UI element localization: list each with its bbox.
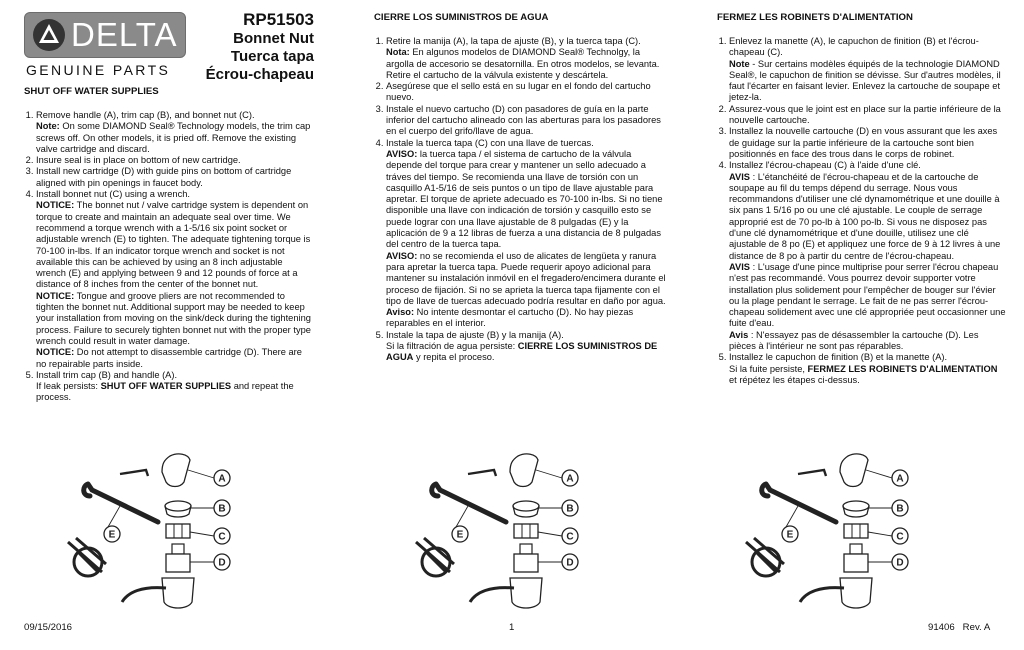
delta-triangle-icon xyxy=(31,17,67,53)
faucet-body-icon xyxy=(840,578,872,608)
notice-text: no se recomienda el uso de alicates de lengüeta y ranura para apretar la tuerca tapa. Puede requerir apoyo adicional para mantener su instalación inmóvil en el fregadero/encimera durante el proceso de fijación. Si no se aprieta la tuerca tapa fijamente con el tipo de llave de tuercas adecuado podría resultar en daño por agua. xyxy=(386,250,666,306)
step-text: Install bonnet nut (C) using a wrench. xyxy=(36,189,190,200)
step-text: Instale la tuerca tapa (C) con una llave de tuercas. xyxy=(386,137,594,148)
part-number: RP51503 xyxy=(243,10,314,29)
notice-label: AVISO: xyxy=(386,250,418,261)
step-1 xyxy=(36,110,314,155)
note-label: Note: xyxy=(36,121,60,132)
callout-label-c: C xyxy=(896,531,904,543)
step-4 xyxy=(36,189,314,370)
step-1 xyxy=(386,36,666,81)
step-3 xyxy=(386,104,666,138)
cartridge-icon xyxy=(166,554,190,572)
leak-text: Si la fuite persiste, xyxy=(729,363,808,374)
leader-line xyxy=(866,470,892,478)
exploded-diagram-fr xyxy=(740,452,940,614)
title-block xyxy=(190,10,314,84)
trim-cap-icon xyxy=(843,501,869,511)
step-text: Instale el nuevo cartucho (D) con pasadores de guía en la parte inferior del cartucho alineado con las aberturas para los pasadores en el cuerpo del grifo/llave de agua. xyxy=(386,103,661,137)
handle-icon xyxy=(510,454,538,487)
notice-text: Do not attempt to disassemble cartridge (D). There are no repairable parts inside. xyxy=(36,347,302,369)
callout-label-b: B xyxy=(896,503,904,515)
handle-icon xyxy=(162,454,190,487)
brand-tagline: GENUINE PARTS xyxy=(26,62,171,78)
step-text: Install new cartridge (D) with guide pins on bottom of cartridge aligned with pin openings in faucet body. xyxy=(36,166,292,188)
note-label: Nota: xyxy=(386,47,410,58)
heading-fr: FERMEZ LES ROBINETS D'ALIMENTATION xyxy=(717,12,913,23)
trim-cap-icon xyxy=(165,501,191,511)
notice-text: : L'usage d'une pince multiprise pour serrer l'écrou chapeau n'est pas recommandé. Vous pourrez devoir supporter votre installation plus solidement pour l'empêcher de bouger sur l'évier ou la plage pendant le serrage. Le fait de ne pas serrer l'écrou-chapeau solidement avec une clé appropriée peut occasionner une fuite d'eau. xyxy=(729,261,1006,329)
step-2 xyxy=(729,104,1007,127)
wrench-icon xyxy=(762,484,836,522)
faucet-body-icon xyxy=(510,578,542,608)
step-4 xyxy=(386,138,666,330)
step-text: Remove handle (A), trim cap (B), and bonnet nut (C). xyxy=(36,110,255,120)
note-text: En algunos modelos de DIAMOND Seal® Technolgy, la argolla de accesorio se desatornilla. En otros modelos, se levanta. Retire el cartucho de la válvula existente y descártela. xyxy=(386,47,660,80)
bonnet-nut-icon xyxy=(514,524,538,538)
note-label: Note xyxy=(729,58,750,69)
callout-label-a: A xyxy=(896,473,904,485)
notice-text: Tongue and groove pliers are not recommended to tighten the bonnet nut. Additional support may be needed to keep your installation from moving on the sink/deck during the tightening process. Failure to securely tighten bonnet nut with the proper type wrench could result in water damage. xyxy=(36,290,311,346)
note-text: On some DIAMOND Seal® Technology models, the trim cap screws off. On other models, it is pried off. Remove the existing valve cartridge and discard. xyxy=(36,121,311,154)
leak-text-end: y repita el proceso. xyxy=(413,352,495,363)
leak-text: If leak persists: xyxy=(36,381,101,392)
doc-number: 91406 Rev. A xyxy=(928,622,991,633)
callout-label-b: B xyxy=(218,503,226,515)
trim-cap-icon xyxy=(513,501,539,511)
callout-label-e: E xyxy=(108,529,116,541)
wrench-icon xyxy=(84,484,158,522)
step-5 xyxy=(386,330,666,364)
page-number: 1 xyxy=(509,622,515,633)
step-text: Assurez-vous que le joint est en place sur la partie inférieure de la nouvelle cartouche. xyxy=(729,103,1001,126)
notice-label: NOTICE: xyxy=(36,290,75,301)
step-text: Installez l'écrou-chapeau (C) à l'aide d'une clé. xyxy=(729,160,921,171)
heading-en: SHUT OFF WATER SUPPLIES xyxy=(24,86,159,97)
leak-bold: FERMEZ LES ROBINETS D'ALIMENTATION xyxy=(807,363,998,374)
leader-line xyxy=(868,532,892,536)
leak-bold: SHUT OFF WATER SUPPLIES xyxy=(100,381,232,392)
faucet-spout xyxy=(470,588,514,602)
cartridge-stem xyxy=(172,544,184,554)
notice-text: No intente desmontar el cartucho (D). No hay piezas reparables en el interior. xyxy=(386,307,634,329)
step-5 xyxy=(729,352,1007,386)
exploded-diagram-en xyxy=(62,452,262,614)
faucet-spout xyxy=(800,588,844,602)
step-2 xyxy=(36,155,314,166)
instructions-es xyxy=(372,36,666,364)
footer-date: 09/15/2016 xyxy=(24,622,73,633)
handle-icon xyxy=(840,454,868,487)
step-5 xyxy=(36,370,314,404)
faucet-body-icon xyxy=(162,578,194,608)
title-fr: Écrou-chapeau xyxy=(205,66,314,83)
delta-logo xyxy=(24,12,186,58)
hex-key-icon xyxy=(468,470,496,476)
notice-label: AVIS xyxy=(729,171,751,182)
notice-text: : N'essayez pas de désassembler la cartouche (D). Les pièces à l'intérieur ne sont pas réparables. xyxy=(729,329,979,352)
notice-label: Aviso: xyxy=(386,307,415,318)
leak-text-end: et répétez les étapes ci-dessus. xyxy=(729,374,860,385)
step-text: Installez le capuchon de finition (B) et la manette (A). xyxy=(729,352,948,363)
callout-label-c: C xyxy=(218,531,226,543)
step-3 xyxy=(36,166,314,189)
instructions-fr xyxy=(715,36,1007,386)
leak-bold: CIERRE LOS SUMINISTROS DE AGUA xyxy=(386,341,658,363)
leak-text: Si la filtración de agua persiste: xyxy=(386,341,518,352)
callout-label-b: B xyxy=(566,503,574,515)
step-3 xyxy=(729,126,1007,160)
step-4 xyxy=(729,160,1007,352)
heading-es: CIERRE LOS SUMINISTROS DE AGUA xyxy=(374,12,549,23)
callout-label-a: A xyxy=(218,473,226,485)
step-text: Asegúrese que el sello está en su lugar en el fondo del cartucho nuevo. xyxy=(386,81,651,103)
callout-label-d: D xyxy=(896,557,904,569)
notice-label: AVISO: xyxy=(386,148,418,159)
note-text: - Sur certains modèles équipés de la technologie DIAMOND Seal®, le capuchon de finition se dévisse. Sur d'autres modèles, il faut l'écarter en faisant levier. Enlevez la cartouche de soupape et jetez-la. xyxy=(729,58,1001,103)
instructions-en xyxy=(22,110,314,404)
step-text: Instale la tapa de ajuste (B) y la manija (A). xyxy=(386,329,564,340)
leak-text-end: and repeat the process. xyxy=(36,381,294,403)
callout-label-e: E xyxy=(456,529,464,541)
step-text: Enlevez la manette (A), le capuchon de finition (B) et l'écrou-chapeau (C). xyxy=(729,36,979,58)
title-es: Tuerca tapa xyxy=(230,48,314,65)
step-text: Retire la manija (A), la tapa de ajuste (B), y la tuerca tapa (C). xyxy=(386,36,641,46)
cartridge-icon xyxy=(514,554,538,572)
leader-line xyxy=(190,532,214,536)
hex-key-icon xyxy=(798,470,826,476)
callout-label-d: D xyxy=(566,557,574,569)
notice-text: The bonnet nut / valve cartridge system is dependent on torque to create and maintain an adequate seal over time. We recommend a torque wrench with a 1-5/16 six point socket or adjustable wrench (E) to tighten. The adequate tightening torque is 70-100 in-lbs. If an indicator torque wrench and socket is not available this can be achieved by using an 8 inch adjustable wrench (E) and applying between 9 and 12 pounds of force at a distance of 8 inches from the center of the bonnet nut. xyxy=(36,200,311,290)
step-text: Insure seal is in place on bottom of new cartridge. xyxy=(36,155,241,166)
wrench-icon xyxy=(432,484,506,522)
notice-label: AVIS xyxy=(729,261,751,272)
step-2 xyxy=(386,81,666,104)
cartridge-stem xyxy=(520,544,532,554)
step-1 xyxy=(729,36,1007,104)
callout-label-d: D xyxy=(218,557,226,569)
callout-label-c: C xyxy=(566,531,574,543)
cartridge-stem xyxy=(850,544,862,554)
step-text: Install trim cap (B) and handle (A). xyxy=(36,369,178,380)
bonnet-nut-icon xyxy=(166,524,190,538)
hex-key-icon xyxy=(120,470,148,476)
step-text: Installez la nouvelle cartouche (D) en vous assurant que les axes de guidage sur la partie inférieure de la cartouche sont bien positionnés en face des trous dans le corps de robinet. xyxy=(729,126,998,159)
leader-line xyxy=(536,470,562,478)
callout-label-e: E xyxy=(786,529,794,541)
notice-label: NOTICE: xyxy=(36,200,75,211)
exploded-diagram-es xyxy=(410,452,610,614)
bonnet-nut-icon xyxy=(844,524,868,538)
title-en: Bonnet Nut xyxy=(233,30,314,47)
faucet-spout xyxy=(122,588,166,602)
callout-label-a: A xyxy=(566,473,574,485)
notice-text: : L'étanchéité de l'écrou-chapeau et de la cartouche de soupape au fil du temps dépend du serrage. Nous vous recommandons d'utiliser une clé dynamométrique et une douille à six pans 1 5/16 po ou une clé ajustable. Le couple de serrage approprié est de 70 po-lb à 100 po-lb. Si vous ne disposez pas d'une clé dynamométrique et d'une douille, utilisez une clé ajustable de 8 po (E) et appliquez une force de 9 à 12 livres à une distance de 8 po à partir du centre de l'écrou-chapeau. xyxy=(729,171,1001,261)
leader-line xyxy=(188,470,214,478)
cartridge-icon xyxy=(844,554,868,572)
brand-name: DELTA xyxy=(71,16,178,53)
notice-text: la tuerca tapa / el sistema de cartucho de la válvula depende del torque para crear y mantener un sello adecuado a tráves del tiempo. Se recomienda una llave de torsión con un casquillo A1-5/16 de seis puntos o un tipo de llave ajustable para apretar. El torque de apriete adecuado es 70-100 in-lbs. Si no tiene disponible una llave con indicación de torsión y casquillo esto se puede lograr con una llave ajustable de 8 pulgadas (E) y la aplicación de 9 a 12 libras de fuerza a una distancia de 8 pulgadas del centro de la tuerca tapa. xyxy=(386,148,663,250)
notice-label: Avis xyxy=(729,329,749,340)
leader-line xyxy=(538,532,562,536)
notice-label: NOTICE: xyxy=(36,347,75,358)
